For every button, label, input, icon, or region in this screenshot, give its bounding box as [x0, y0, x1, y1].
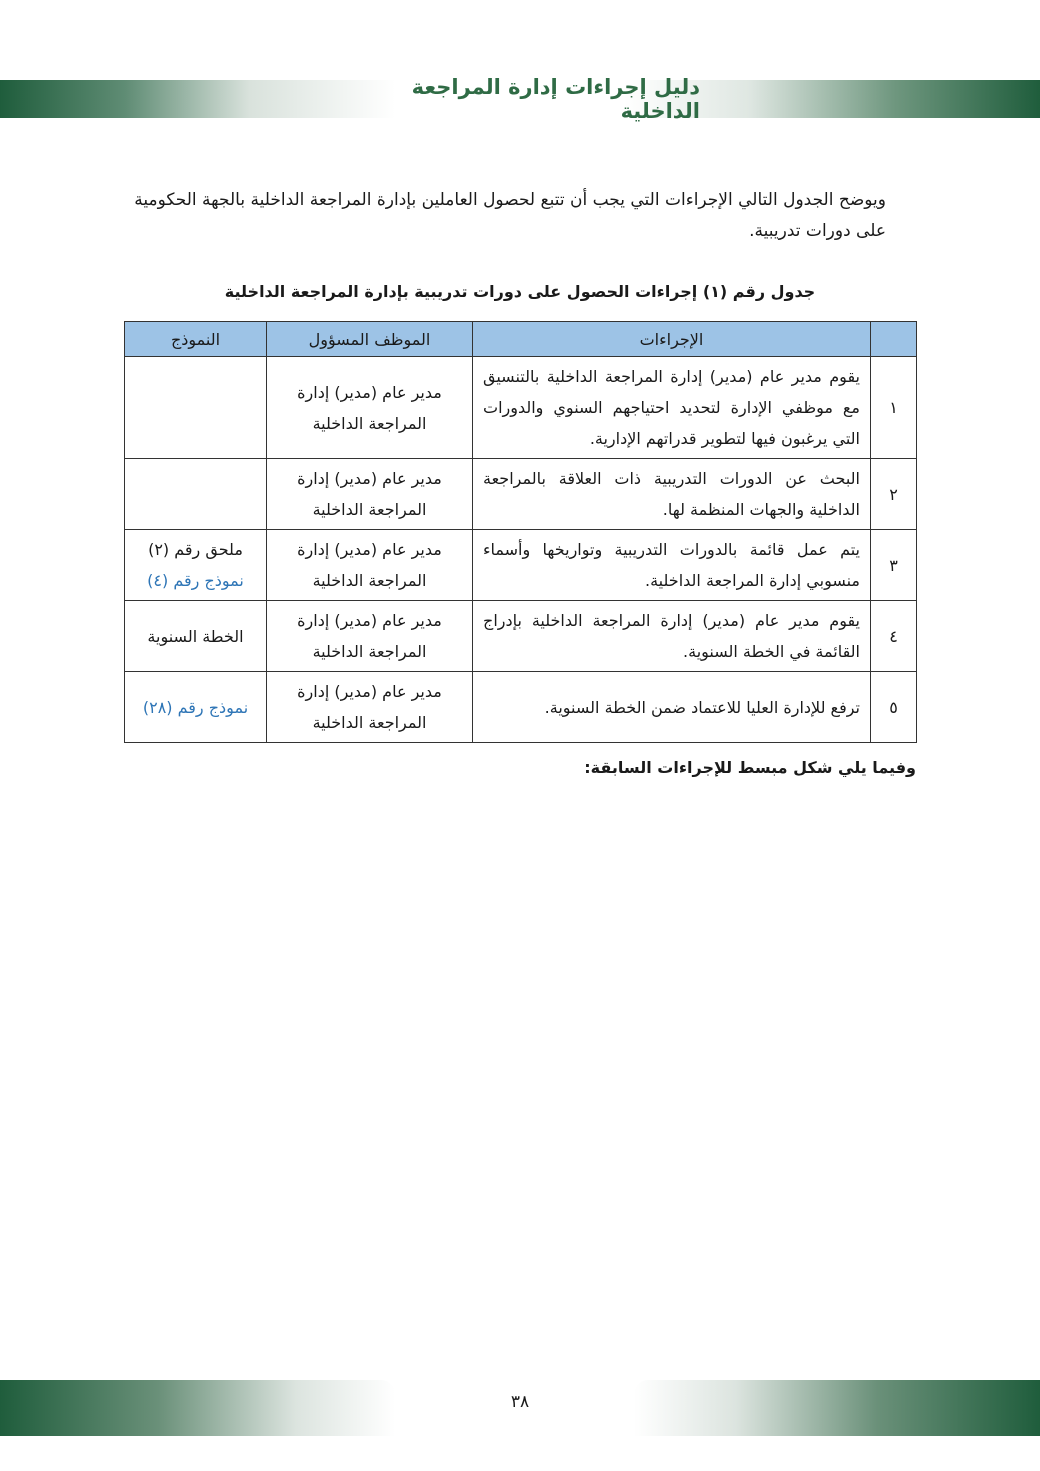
intro-paragraph: ويوضح الجدول التالي الإجراءات التي يجب أن تتبع لحصول العاملين بإدارة المراجعة الداخلية بالجهة الحكومية على دورات تدريبية. — [134, 190, 886, 241]
row-procedure: يتم عمل قائمة بالدورات التدريبية وتواريخها وأسماء منسوبي إدارة المراجعة الداخلية. — [473, 530, 871, 601]
table-row — [125, 601, 917, 672]
model-main: الخطة السنوية — [147, 626, 244, 646]
row-model — [125, 357, 267, 459]
procedures-table — [124, 321, 917, 743]
row-number: ٤ — [871, 601, 917, 672]
table-row — [125, 672, 917, 743]
row-model — [125, 601, 267, 672]
row-model — [125, 672, 267, 743]
row-procedure: يقوم مدير عام (مدير) إدارة المراجعة الداخلية بإدراج القائمة في الخطة السنوية. — [473, 601, 871, 672]
row-employee: مدير عام (مدير) إدارة المراجعة الداخلية — [267, 672, 473, 743]
row-model — [125, 530, 267, 601]
row-number: ٥ — [871, 672, 917, 743]
model-main: ملحق رقم (٢) — [148, 540, 243, 559]
header-employee: الموظف المسؤول — [267, 322, 473, 357]
header-procedures: الإجراءات — [473, 322, 871, 357]
row-number: ١ — [871, 357, 917, 459]
row-employee: مدير عام (مدير) إدارة المراجعة الداخلية — [267, 459, 473, 530]
page-title: دليل إجراءات إدارة المراجعة الداخلية — [411, 75, 700, 123]
header-num — [871, 322, 917, 357]
diagram-intro-text: وفيما يلي شكل مبسط للإجراءات السابقة: — [584, 758, 916, 777]
model-link[interactable]: نموذج رقم (٤) — [147, 571, 244, 590]
table-row — [125, 530, 917, 601]
model-link[interactable]: نموذج رقم (٢٨) — [142, 697, 249, 717]
page-number: ٣٨ — [510, 1392, 530, 1412]
row-number: ٣ — [871, 530, 917, 601]
row-procedure: يقوم مدير عام (مدير) إدارة المراجعة الداخلية بالتنسيق مع موظفي الإدارة لتحديد احتياجهم السنوي والدورات التي يرغبون فيها لتطوير قدراتهم الإدارية. — [473, 357, 871, 459]
row-employee: مدير عام (مدير) إدارة المراجعة الداخلية — [267, 601, 473, 672]
footer-band-left — [0, 1380, 395, 1436]
footer-band-right — [634, 1380, 1040, 1436]
row-model — [125, 459, 267, 530]
table-caption: جدول رقم (١) إجراءات الحصول على دورات تدريبية بإدارة المراجعة الداخلية — [224, 282, 816, 301]
table-row — [125, 459, 917, 530]
table-row — [125, 357, 917, 459]
row-employee: مدير عام (مدير) إدارة المراجعة الداخلية — [267, 530, 473, 601]
row-procedure: البحث عن الدورات التدريبية ذات العلاقة بالمراجعة الداخلية والجهات المنظمة لها. — [473, 459, 871, 530]
header-model: النموذج — [125, 322, 267, 357]
row-employee: مدير عام (مدير) إدارة المراجعة الداخلية — [267, 357, 473, 459]
table-header-row — [125, 322, 917, 357]
row-number: ٢ — [871, 459, 917, 530]
row-procedure: ترفع للإدارة العليا للاعتماد ضمن الخطة السنوية. — [473, 672, 871, 743]
